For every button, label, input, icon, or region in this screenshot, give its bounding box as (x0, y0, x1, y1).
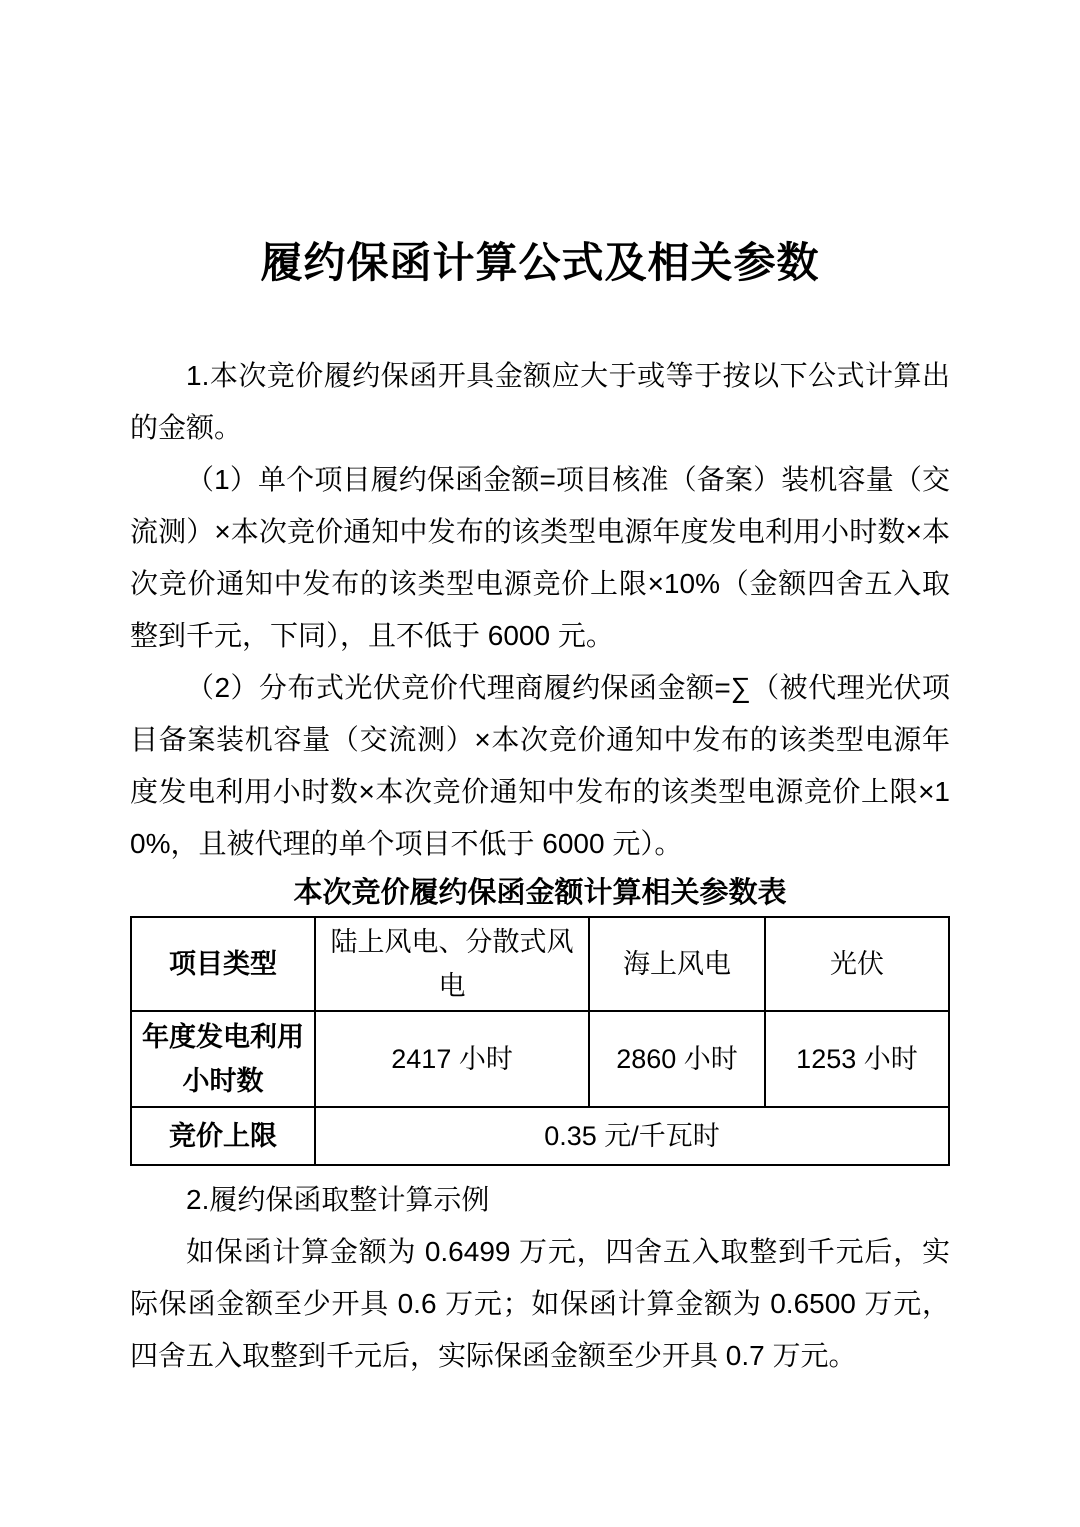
paragraph-rounding-example: 如保函计算金额为 0.6499 万元，四舍五入取整到千元后，实际保函金额至少开具 0.6 万元；如保函计算金额为 0.6500 万元，四舍五入取整到千元后，实际保函金额至少开具 0.7 万元。 (130, 1236, 950, 1372)
header-cell-project-type: 项目类型 (131, 917, 315, 1011)
table-row-utilization-hours (131, 1011, 949, 1107)
row-label-price-cap: 竞价上限 (131, 1107, 315, 1165)
header-cell-offshore-wind: 海上风电 (589, 917, 765, 1011)
parameters-table (130, 916, 950, 1166)
header-cell-solar: 光伏 (765, 917, 949, 1011)
table-caption: 本次竞价履约保函金额计算相关参数表 (293, 877, 787, 910)
cell-hours-offshore: 2860 小时 (589, 1011, 765, 1107)
row-label-utilization-hours: 年度发电利用小时数 (131, 1011, 315, 1107)
table-row-price-cap (131, 1107, 949, 1165)
table-header-row (131, 917, 949, 1011)
paragraph-formula-2: （2）分布式光伏竞价代理商履约保函金额=∑（被代理光伏项目备案装机容量（交流测）×本次竞价通知中发布的该类型电源年度发电利用小时数×本次竞价通知中发布的该类型电源竞价上限×10%，且被代理的单个项目不低于 6000 元）。 (130, 672, 950, 860)
document-body (130, 350, 950, 1382)
cell-hours-onshore: 2417 小时 (315, 1011, 589, 1107)
cell-hours-solar: 1253 小时 (765, 1011, 949, 1107)
page-title: 履约保函计算公式及相关参数 (260, 239, 820, 286)
section-rounding-example (130, 1174, 950, 1382)
header-cell-onshore-wind: 陆上风电、分散式风电 (315, 917, 589, 1011)
section2-heading: 2.履约保函取整计算示例 (186, 1184, 490, 1216)
cell-price-cap-value: 0.35 元/千瓦时 (315, 1107, 949, 1165)
paragraph-intro: 1.本次竞价履约保函开具金额应大于或等于按以下公式计算出的金额。 (130, 360, 950, 444)
paragraph-formula-1: （1）单个项目履约保函金额=项目核准（备案）装机容量（交流测）×本次竞价通知中发布的该类型电源年度发电利用小时数×本次竞价通知中发布的该类型电源竞价上限×10%（金额四舍五入取整到千元，下同），且不低于 6000 元。 (130, 464, 950, 652)
